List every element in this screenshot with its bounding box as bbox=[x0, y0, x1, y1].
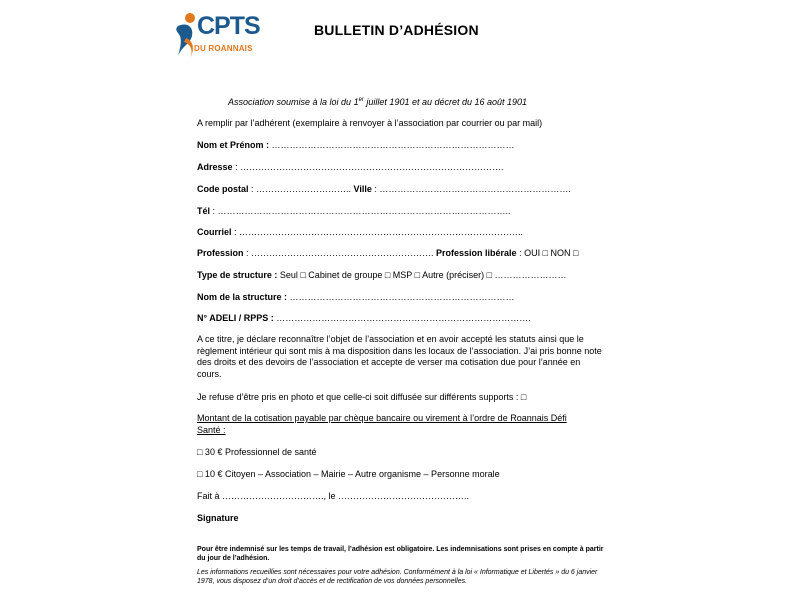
nom-label: Nom et Prénom : bbox=[197, 140, 270, 150]
field-adeli[interactable] bbox=[197, 313, 531, 323]
field-adresse[interactable] bbox=[197, 162, 504, 172]
declaration-text: A ce titre, je déclare reconnaître l’objet de l’association et en avoir accepté les statuts ainsi que le règlement intérieur qui sont mis à ma disposition dans les locaux de l’association. J’ai pris bonne note des droits et des devoirs de l’association et accepte de verser ma cotisation due pour l’année en cours. bbox=[197, 334, 602, 379]
liberale-label: Profession libérale bbox=[436, 248, 517, 258]
ville-label: Ville bbox=[353, 184, 372, 194]
cpts-logo bbox=[172, 8, 264, 68]
profession-dots: : ……………………………………………………. bbox=[243, 248, 437, 258]
option-30-checkbox[interactable]: □ 30 € Professionnel de santé bbox=[197, 447, 317, 457]
adeli-label: N° ADELI / RPPS : bbox=[197, 313, 274, 323]
tel-dots: : …………………………………………………………………………………….. bbox=[210, 206, 511, 216]
field-cp-ville[interactable] bbox=[197, 184, 571, 194]
privacy-note: Les informations recueillies sont nécessaires pour votre adhésion. Conformément à la loi « Informatique et Libertés » du 6 janvier 1978, vous disposez d’un droit d’accès et de rectification de vos données personnelles. bbox=[197, 569, 598, 585]
field-structure[interactable] bbox=[197, 270, 567, 280]
nom-structure-dots: ………………………………………………………………… bbox=[287, 292, 515, 302]
subtitle-post: juillet 1901 et au décret du 16 août 1901 bbox=[363, 97, 528, 107]
subtitle-sup: er bbox=[358, 97, 364, 103]
fait-a-line[interactable]: Fait à ……………………………., le …………………………………….. bbox=[197, 491, 470, 501]
courriel-label: Courriel bbox=[197, 227, 232, 237]
field-courriel[interactable] bbox=[197, 227, 523, 237]
nom-structure-label: Nom de la structure : bbox=[197, 292, 288, 302]
cp-dots: : ………………………….. bbox=[248, 184, 354, 194]
structure-label: Type de structure : bbox=[197, 270, 278, 280]
intro-text: A remplir par l’adhérent (exemplaire à renvoyer à l’association par courrier ou par mail) bbox=[197, 118, 543, 128]
subtitle bbox=[228, 97, 527, 107]
field-nom-structure[interactable] bbox=[197, 292, 515, 302]
structure-options[interactable]: Seul □ Cabinet de groupe □ MSP □ Autre (préciser) □ …………………… bbox=[277, 270, 567, 280]
subtitle-pre: Association soumise à la loi du 1 bbox=[228, 97, 359, 107]
page-title: BULLETIN D’ADHÉSION bbox=[314, 22, 479, 38]
tel-label: Tél bbox=[197, 206, 211, 216]
field-tel[interactable] bbox=[197, 206, 511, 216]
logo-main-text: CPTS bbox=[197, 12, 260, 40]
adresse-dots: : ……………………………………………………………………………. bbox=[232, 162, 504, 172]
ville-dots: : ………………………………………………………. bbox=[371, 184, 571, 194]
profession-label: Profession bbox=[197, 248, 244, 258]
courriel-dots: : ………………………………………………………………………………….. bbox=[231, 227, 524, 237]
indemnisation-note: Pour être indemnisé sur les temps de travail, l’adhésion est obligatoire. Les indemnisations sont prises en compte à partir du jour de l’adhésion. bbox=[197, 546, 604, 562]
adeli-dots: …………………………………………………………………………. bbox=[273, 313, 531, 323]
person-figure-icon bbox=[172, 12, 200, 62]
photo-refusal-checkbox[interactable]: Je refuse d’être pris en photo et que celle-ci soit diffusée sur différents supports : □ bbox=[197, 392, 527, 402]
cotisation-heading: Montant de la cotisation payable par chèque bancaire ou virement à l’ordre de Roannais Défi Santé : bbox=[197, 413, 567, 435]
option-10-checkbox[interactable]: □ 10 € Citoyen – Association – Mairie – Autre organisme – Personne morale bbox=[197, 469, 500, 479]
logo-sub-text: DU ROANNAIS bbox=[194, 44, 253, 53]
field-nom[interactable] bbox=[197, 140, 515, 150]
liberale-options[interactable]: : OUI □ NON □ bbox=[516, 248, 579, 258]
adresse-label: Adresse bbox=[197, 162, 233, 172]
cp-label: Code postal bbox=[197, 184, 249, 194]
signature-label: Signature bbox=[197, 513, 239, 523]
nom-dots: ……………………………………………………………………… bbox=[269, 140, 515, 150]
field-profession[interactable] bbox=[197, 248, 578, 258]
